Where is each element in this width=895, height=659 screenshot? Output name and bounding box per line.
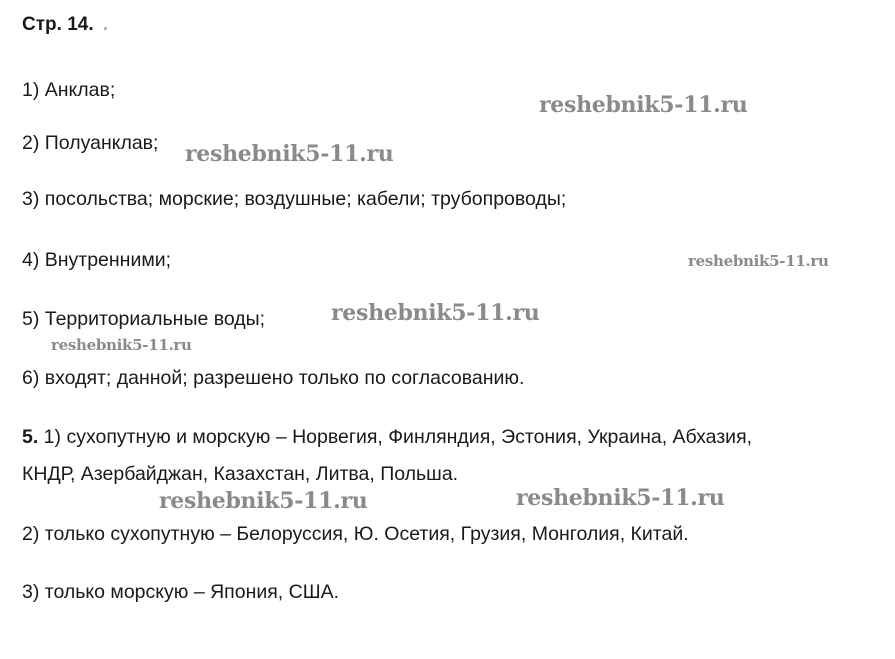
- task-5-line-3: 2) только сухопутную – Белоруссия, Ю. Осетия, Грузия, Монголия, Китай.: [22, 523, 689, 545]
- watermark: reshebnik5-11.ru: [331, 300, 540, 326]
- answer-3: 3) посольства; морские; воздушные; кабели; трубопроводы;: [22, 188, 567, 210]
- task-5-text-1: 1) сухопутную и морскую – Норвегия, Финляндия, Эстония, Украина, Абхазия,: [38, 426, 753, 448]
- watermark: reshebnik5-11.ru: [159, 488, 368, 514]
- answer-4: 4) Внутренними;: [22, 249, 172, 271]
- watermark: reshebnik5-11.ru: [688, 252, 829, 270]
- page-title: [22, 13, 107, 37]
- watermark: reshebnik5-11.ru: [51, 336, 192, 354]
- answer-2: 2) Полуанклав;: [22, 132, 159, 154]
- answer-6: 6) входят; данной; разрешено только по согласованию.: [22, 367, 525, 389]
- answer-1: 1) Анклав;: [22, 79, 116, 101]
- answer-5: 5) Территориальные воды;: [22, 308, 266, 330]
- task-5-line-4: 3) только морскую – Япония, США.: [22, 581, 340, 603]
- task-5-line-1: [22, 425, 752, 449]
- dot-mark: [104, 27, 107, 30]
- page-title-text: Стр. 14.: [22, 14, 94, 35]
- watermark: reshebnik5-11.ru: [185, 141, 394, 167]
- watermark: reshebnik5-11.ru: [516, 485, 725, 511]
- watermark: reshebnik5-11.ru: [539, 92, 748, 118]
- task-5-line-2: КНДР, Азербайджан, Казахстан, Литва, Польша.: [22, 463, 459, 485]
- task-5-number: 5.: [22, 426, 39, 448]
